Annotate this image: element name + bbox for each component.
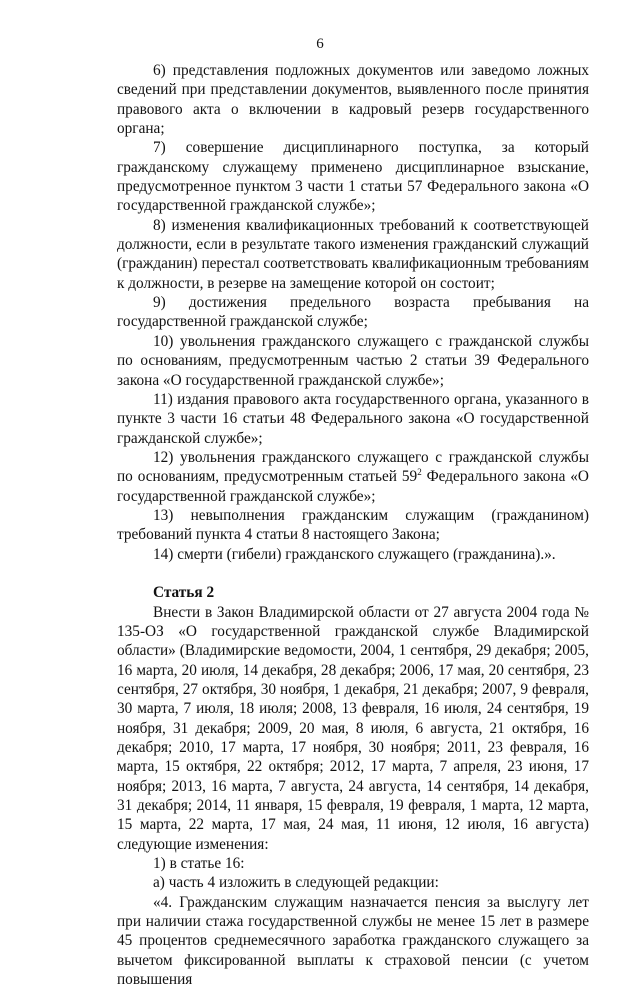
quoted-text: «4. Гражданским служащим назначается пенсия за выслугу лет при наличии стажа государственной службы не менее 15 лет в размере 45 процентов среднемесячного заработка гражданского служащего за вычетом фиксированной выплаты к страховой пенсии (с учетом повышения	[117, 893, 589, 989]
article-heading: Статья 2	[153, 584, 215, 602]
list-item: 8) изменения квалификационных требований к соответствующей должности, если в результате такого изменения гражданский служащий (гражданин) перестал соответствовать квалификационным требованиям к должности, в резерве на замещение которой он состоит;	[117, 216, 589, 292]
point: 1) в статье 16:	[153, 855, 245, 873]
item-text: 12) увольнения гражданского служащего с гражданской службы по основаниям, предусмотренным статьей 59	[117, 448, 589, 486]
list-item: 14) смерти (гибели) гражданского служащего (гражданина).».	[153, 545, 556, 563]
item-text: Федерального закона «О государственной гражданской службе»;	[117, 468, 589, 505]
list-item: 13) невыполнения гражданским служащим (гражданином) требований пункта 4 статьи 8 настоящего Закона;	[117, 506, 589, 544]
list-item: 11) издания правового акта государственного органа, указанного в пункте 3 части 16 статьи 48 Федерального закона «О государственной гражданской службе»;	[117, 390, 589, 447]
page-number: 6	[316, 36, 324, 52]
list-item: 10) увольнения гражданского служащего с гражданской службы по основаниям, предусмотренным частью 2 статьи 39 Федерального закона «О государственной гражданской службе»;	[117, 332, 589, 389]
spacer	[117, 564, 589, 583]
article-intro: Внести в Закон Владимирской области от 27 августа 2004 года № 135-ОЗ «О государственной гражданской службе Владимирской области» (Владимирские ведомости, 2004, 1 сентября, 29 декабря; 2005, 16 марта, 20 июля, 14 декабря, 28 декабря; 2006, 17 мая, 20 сентября, 23 сентября, 27 октября, 30 ноября, 1 декабря, 21 декабря; 2007, 9 февраля, 30 марта, 7 июля, 18 июля; 2008, 13 февраля, 16 июля, 24 сентября, 19 ноября, 31 декабря; 2009, 20 мая, 8 июля, 6 августа, 21 октября, 16 декабря; 2010, 17 марта, 17 ноября, 30 ноября; 2011, 23 февраля, 16 марта, 15 октября, 22 октября; 2012, 17 марта, 7 апреля, 23 июня, 17 ноября; 2013, 16 марта, 7 августа, 24 августа, 14 сентября, 14 декабря, 31 декабря; 2014, 11 января, 15 февраля, 19 февраля, 1 марта, 12 марта, 15 марта, 22 марта, 17 мая, 24 мая, 11 июня, 12 июля, 16 августа) следующие изменения:	[117, 603, 589, 853]
list-item: 6) представления подложных документов или заведомо ложных сведений при представлении документов, выявленного после принятия правового акта о включении в кадровый резерв государственного органа;	[117, 62, 589, 138]
list-item: 9) достижения предельного возраста пребывания на государственной гражданской службе;	[117, 294, 589, 331]
list-item	[117, 448, 589, 506]
superscript: 2	[417, 467, 422, 478]
document-body	[117, 61, 589, 990]
sub-point: а) часть 4 изложить в следующей редакции:	[153, 874, 439, 892]
list-item: 7) совершение дисциплинарного поступка, за который гражданскому служащему применено дисциплинарное взыскание, предусмотренное пунктом 3 части 1 статьи 57 Федерального закона «О государственной гражданской службе»;	[117, 139, 589, 215]
